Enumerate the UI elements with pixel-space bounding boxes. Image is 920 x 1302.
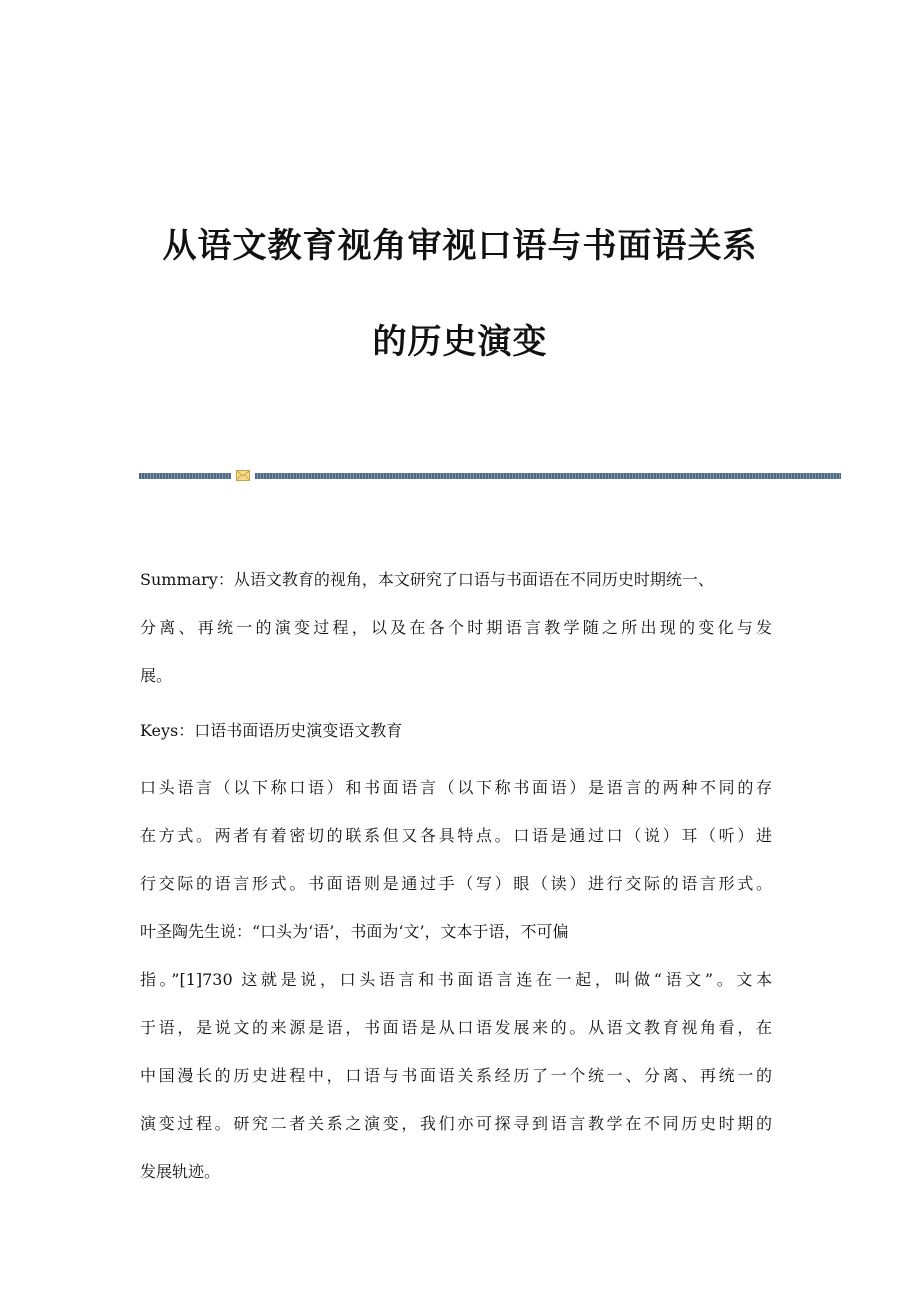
envelope-icon — [236, 470, 250, 481]
summary-line: 展。 — [140, 666, 173, 685]
body-line: 发展轨迹。 — [140, 1162, 221, 1181]
body-line: 中国漫长的历史进程中，口语与书面语关系经历了一个统一、分离、再统一的 — [140, 1066, 772, 1085]
divider-bar-right — [255, 473, 841, 479]
body-line: 行交际的语言形式。书面语则是通过手（写）眼（读）进行交际的语言形式。 — [140, 874, 772, 893]
document-title-line-2: 的历史演变 — [372, 322, 548, 362]
summary-paragraph — [140, 556, 780, 700]
divider-bar-left — [139, 473, 231, 479]
body-line: 叶圣陶先生说：“口头为‘语’，书面为‘文’，文本于语，不可偏 — [140, 922, 569, 941]
body-paragraph — [140, 764, 780, 1196]
keywords-paragraph — [140, 707, 780, 755]
document-title-line-1: 从语文教育视角审视口语与书面语关系 — [162, 226, 758, 266]
body-line: 指。”[1]730 这就是说，口头语言和书面语言连在一起，叫做“语文”。文本 — [140, 970, 772, 989]
keywords-line: Keys：口语书面语历史演变语文教育 — [140, 721, 403, 740]
body-line: 演变过程。研究二者关系之演变，我们亦可探寻到语言教学在不同历史时期的 — [140, 1114, 772, 1133]
body-line: 于语，是说文的来源是语，书面语是从口语发展来的。从语文教育视角看，在 — [140, 1018, 772, 1037]
body-line: 口头语言（以下称口语）和书面语言（以下称书面语）是语言的两种不同的存 — [140, 778, 772, 797]
title-divider — [139, 470, 841, 482]
summary-line: 分离、再统一的演变过程，以及在各个时期语言教学随之所出现的变化与发 — [140, 618, 772, 637]
summary-line: Summary：从语文教育的视角，本文研究了口语与书面语在不同历史时期统一、 — [140, 570, 714, 589]
body-line: 在方式。两者有着密切的联系但又各具特点。口语是通过口（说）耳（听）进 — [140, 826, 772, 845]
